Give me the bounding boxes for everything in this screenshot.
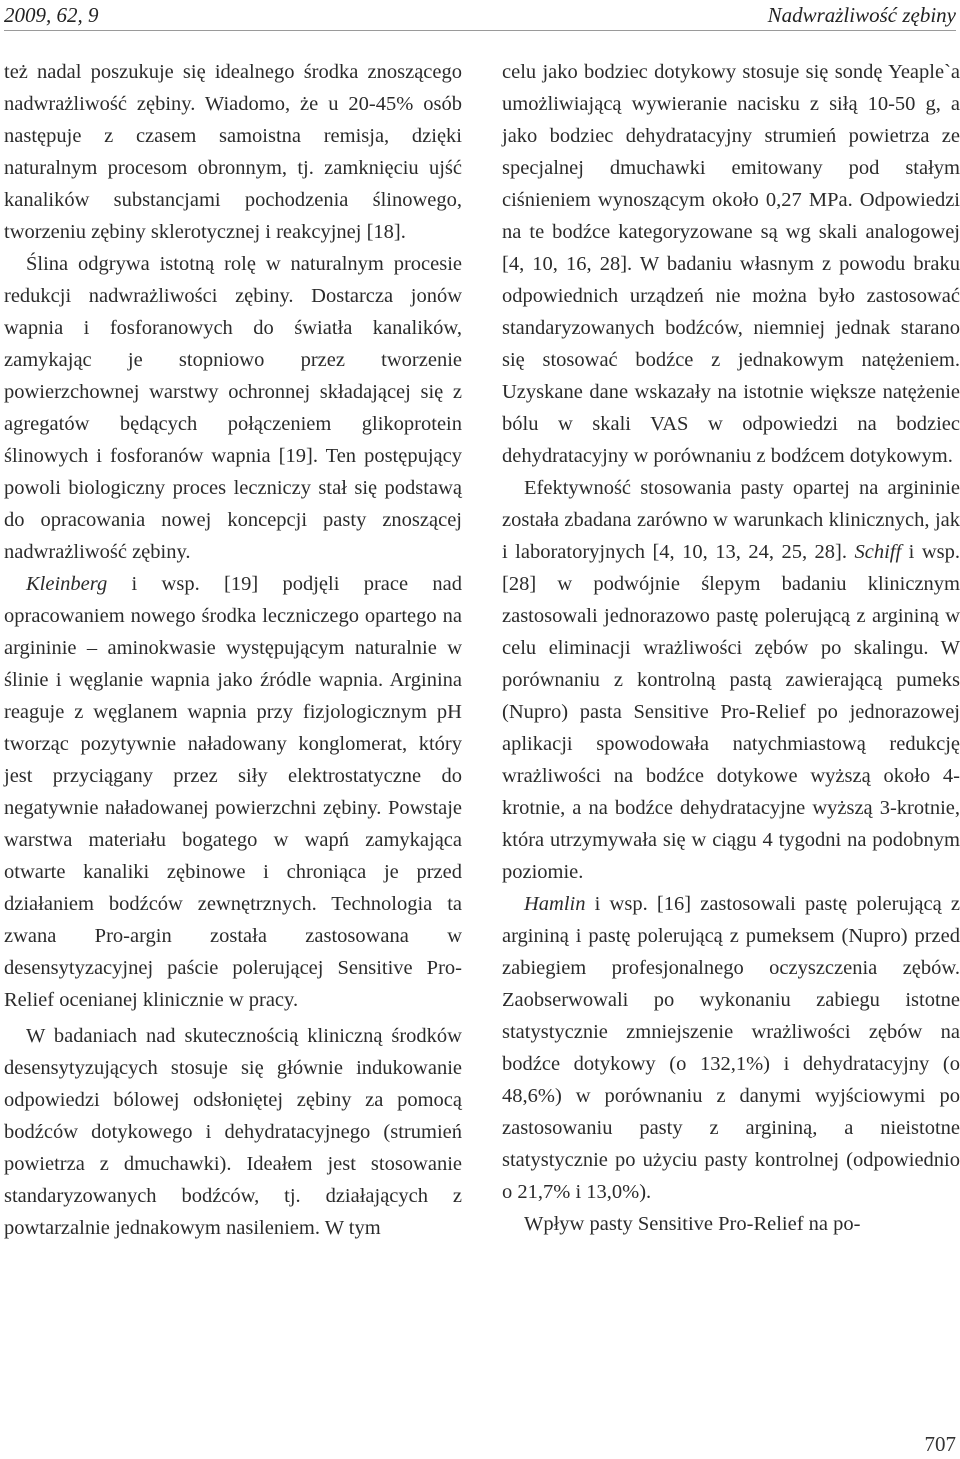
right-paragraph-3-text: i wsp. [16] zastosowali pastę polerującą z argininą i pastę polerującą z pumeksem (Nupro) przed zabiegiem profesjonalnego oczyszczenia zębów. Zaobserwowali po wykonaniu zabiegu istotne statystycznie zmniejszenie wrażliwości zębów na bodźce dotykowy (o 132,1%) i dehydratacyjny (o 48,6%) w porównaniu z danymi wyjściowymi po zastosowaniu pasty z argininą, a nieistotne statystycznie po użyciu pasty kontrolnej (odpowiednio o 21,7% i 13,0%).: [502, 893, 960, 1203]
author-hamlin: Hamlin: [524, 893, 586, 915]
left-column: [4, 56, 462, 1244]
author-kleinberg: Kleinberg: [26, 573, 108, 595]
left-paragraph-4: W badaniach nad skutecznością kliniczną środków desensytyzujących stosuje się głównie indukowanie odpowiedzi bólowej odsłoniętej zębiny za pomocą bodźców dotykowego i dehydratacyjnego (strumień powietrza z dmuchawki). Ideałem jest stosowanie standaryzowanych bodźców, tj. działających z powtarzalnie jednakowym nasileniem. W tym: [4, 1025, 462, 1239]
header-rule: [4, 30, 956, 31]
left-paragraph-3: [4, 568, 462, 1016]
section-title: Nadwrażliwość zębiny: [767, 2, 956, 27]
right-column: [502, 56, 960, 1244]
author-schiff: Schiff: [854, 541, 902, 563]
right-paragraph-2-text-b: i wsp. [28] w podwójnie ślepym badaniu klinicznym zastosowali jednorazowo pastę polerującą z argininą w celu eliminacji wrażliwości zębów po skalingu. W porównaniu z kontrolną pastą zawierającą pumeks (Nupro) pasta Sensitive Pro-Relief po jednorazowej aplikacji spowodowała natychmiastową redukcję wrażliwości na bodźce dotykowe wyższą około 4-krotnie, a na bodźce dehydratacyjne wyższą 3-krotnie, która utrzymywała się w ciągu 4 tygodni na podobnym poziomie.: [502, 541, 960, 883]
running-header: [4, 0, 956, 30]
right-paragraph-4: Wpływ pasty Sensitive Pro-Relief na po-: [524, 1213, 861, 1235]
left-paragraph-3-text: i wsp. [19] podjęli prace nad opracowaniem nowego środka leczniczego opartego na argininie – aminokwasie występującym naturalnie w ślinie i węglanie wapnia jako źródle wapnia. Arginina reaguje z węglanem wapnia przy fizjologicznym pH tworząc pozytywnie naładowany konglomerat, który jest przyciągany przez siły elektrostatyczne do negatywnie naładowanej powierzchni zębiny. Powstaje warstwa materiału bogatego w wapń zamykająca otwarte kanaliki zębinowe i chroniąca je przed działaniem bodźców zewnętrznych. Technologia ta zwana Pro-argin została zastosowana w desensytyzacyjnej paście polerującej Sensitive Pro-Relief ocenianej klinicznie w pracy.: [4, 573, 462, 1011]
page-number: 707: [924, 1432, 956, 1456]
right-paragraph-2-text-a: Efektywność stosowania pasty opartej na argininie została zbadana zarówno w warunkach klinicznych, jak i laboratoryjnych [4, 10, 13, 24, 25, 28].: [502, 477, 960, 563]
right-paragraph-1: celu jako bodziec dotykowy stosuje się sondę Yeaple`a umożliwiającą wywieranie nacisku z siłą 10-50 g, a jako bodziec dehydratacyjny strumień powietrza ze specjalnej dmuchawki emitowany pod stałym ciśnieniem wynoszącym około 0,27 MPa. Odpowiedzi na te bodźce kategoryzowane są wg skali analogowej [4, 10, 16, 28]. W badaniu własnym z powodu braku odpowiednich urządzeń nie można było zastosować standaryzowanych bodźców, niemniej jednak starano się stosować bodźce z jednakowym natężeniem. Uzyskane dane wskazały na istotnie większe natężenie bólu w skali VAS w odpowiedzi na bodziec dehydratacyjny w porównaniu z bodźcem dotykowym.: [502, 61, 960, 467]
journal-reference: 2009, 62, 9: [4, 2, 99, 27]
right-paragraph-2: [502, 472, 960, 888]
right-paragraph-3: [502, 888, 960, 1208]
left-paragraph-2: Ślina odgrywa istotną rolę w naturalnym procesie redukcji nadwrażliwości zębiny. Dostarcza jonów wapnia i fosforanowych do światła kanalików, zamykając je stopniowo przez tworzenie powierzchownej warstwy ochronnej składającej się z agregatów będących połączeniem glikoprotein ślinowych i fosforanów wapnia [19]. Ten postępujący powoli biologiczny proces leczniczy stał się podstawą do opracowania nowej koncepcji pasty znoszącej nadwrażliwość zębiny.: [4, 253, 462, 563]
article-body: [4, 56, 960, 1244]
left-paragraph-1: też nadal poszukuje się idealnego środka znoszącego nadwrażliwość zębiny. Wiadomo, że u 20-45% osób następuje z czasem samoistna remisja, dzięki naturalnym procesom obronnym, tj. zamknięciu ujść kanalików substancjami pochodzenia ślinowego, tworzeniu zębiny sklerotycznej i reakcyjnej [18].: [4, 61, 462, 243]
